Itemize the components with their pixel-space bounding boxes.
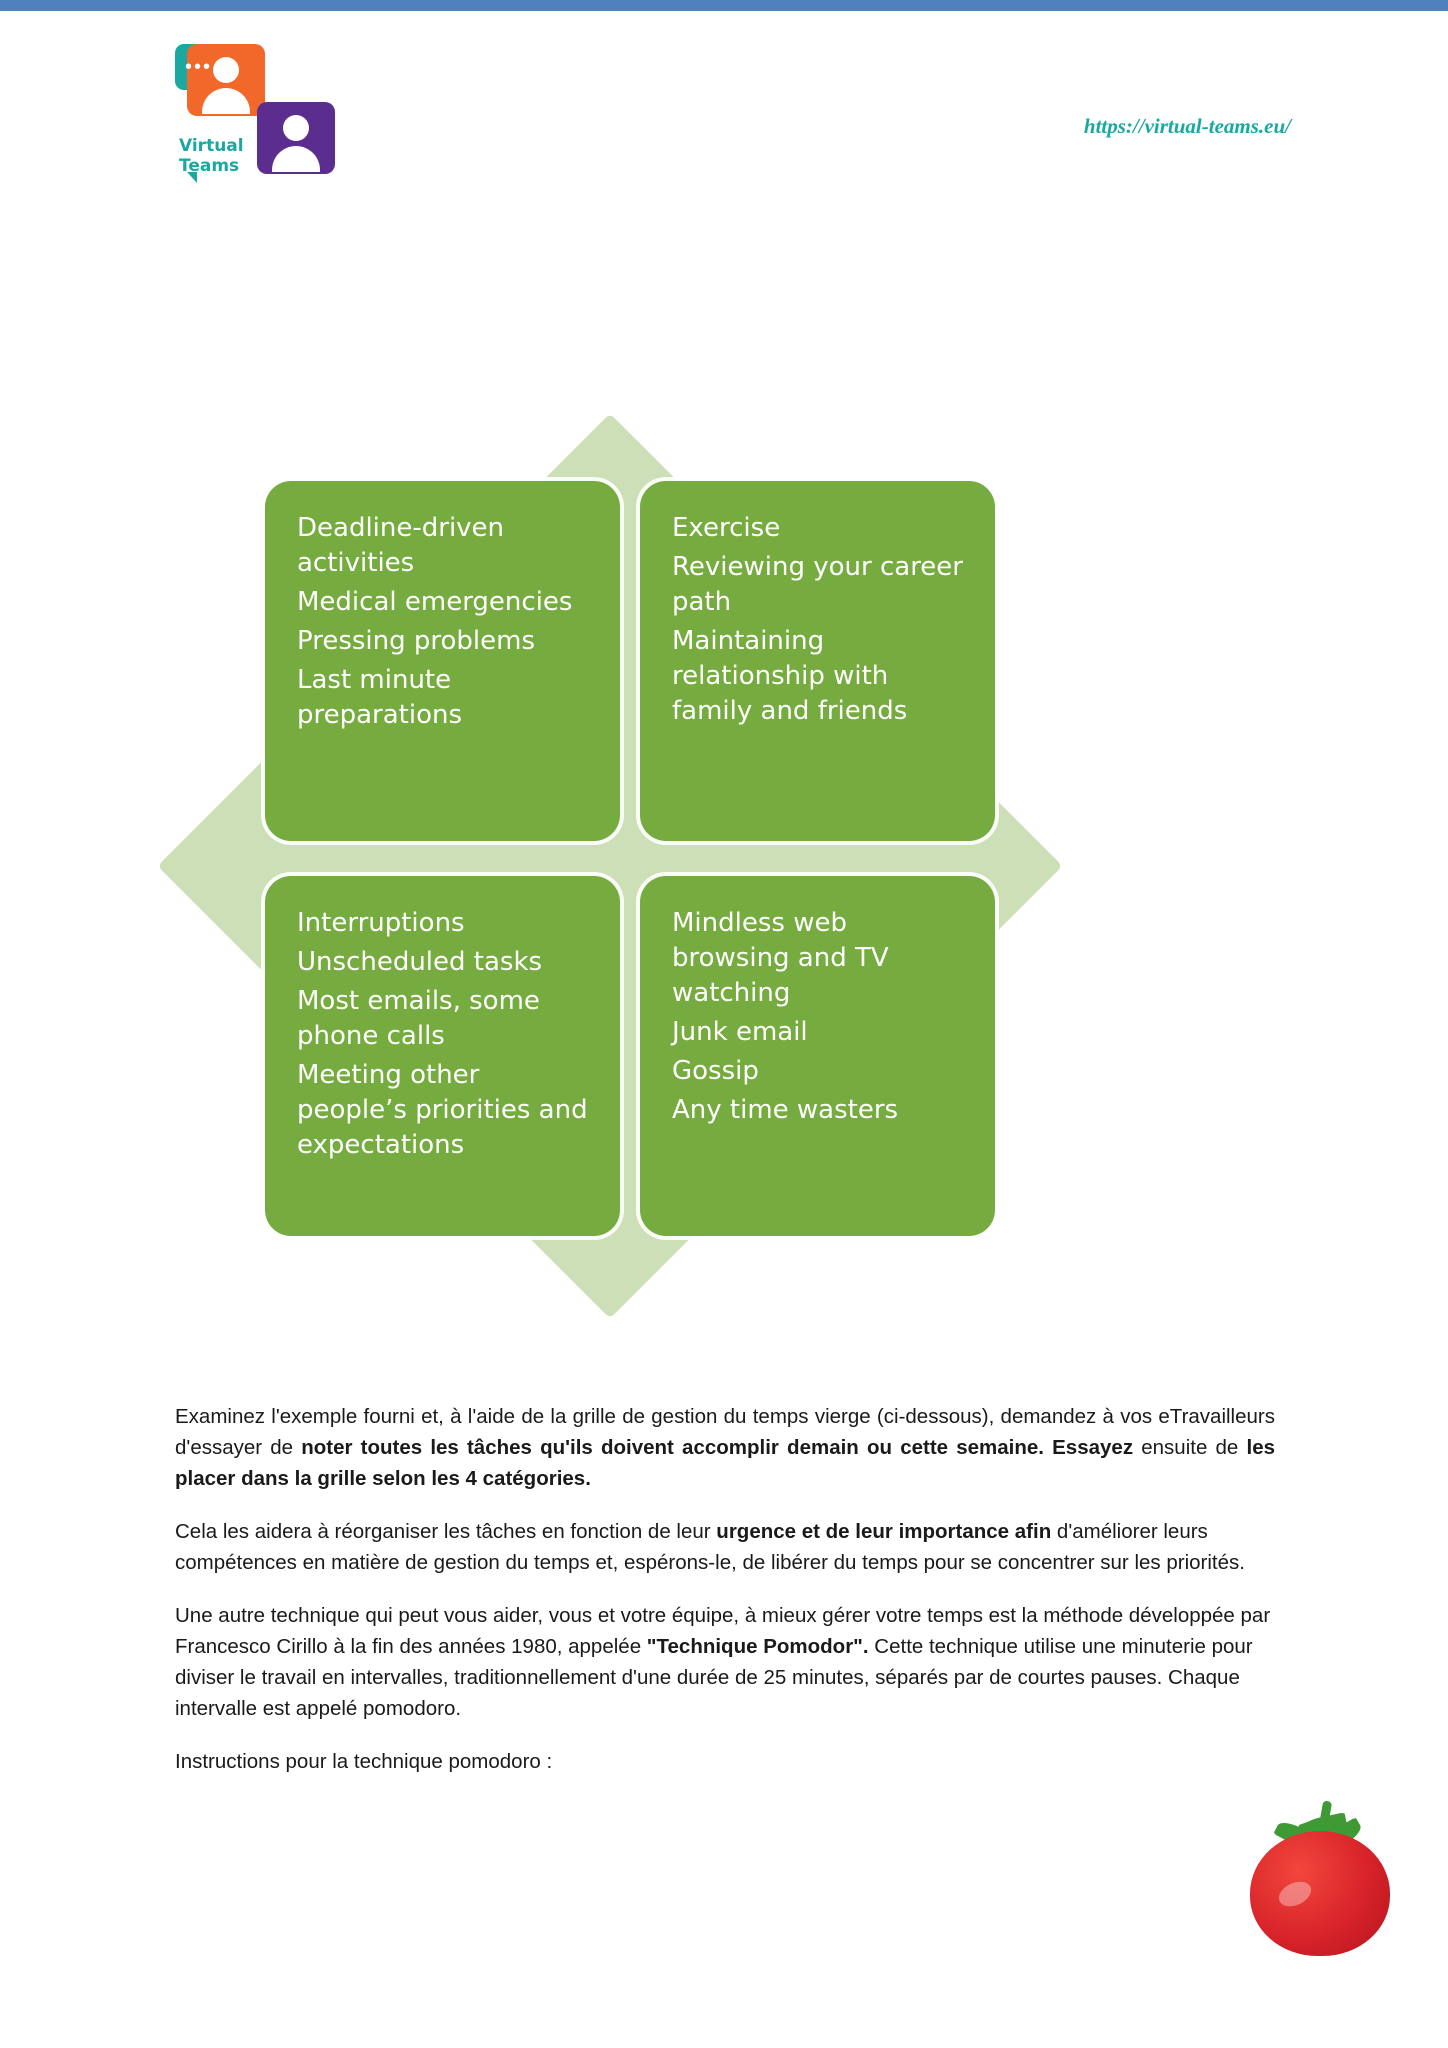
quadrant-item: Reviewing your career path [672,552,963,617]
tomato-illustration [1245,1801,1395,1961]
paragraph-text-bold: les placer dans la grille selon les 4 catégories. [175,1436,1275,1490]
quadrant-item: Gossip [672,1056,759,1086]
tomato-body-icon [1250,1831,1390,1956]
matrix-quadrant-urgent-not-important [265,876,620,1236]
paragraph-text-bold: "Technique Pomodor". [646,1635,869,1658]
matrix-quadrant-urgent-important [265,481,620,841]
chat-dots-icon: ••• [185,56,213,78]
quadrant-item: Junk email [672,1017,808,1047]
virtual-teams-logo [175,44,360,174]
paragraph-text: d'améliorer leurs compétences en matière de gestion du temps et, espérons-le, de libérer du temps pour se concentrer sur les priorités. [175,1520,1245,1574]
quadrant-item: Interruptions [297,908,465,938]
body-content [175,1401,1275,1799]
logo-orange-square-icon [187,44,265,116]
paragraph-text: Une autre technique qui peut vous aider, vous et votre équipe, à mieux gérer votre temps est la méthode développée par Francesco Cirillo à la fin des années 1980, appelée [175,1604,1271,1658]
paragraph-instructions-heading: Instructions pour la technique pomodoro : [175,1750,553,1773]
page-top-accent-bar [0,0,1448,11]
paragraph-pomodoro [175,1600,1275,1724]
matrix-quadrant-not-urgent-not-important [640,876,995,1236]
paragraph-text-bold: noter toutes les tâches qu'ils doivent accomplir demain ou cette semaine. Essayez [301,1436,1134,1459]
paragraph-instruction [175,1401,1275,1494]
site-url-link[interactable]: https://virtual-teams.eu/ [1083,114,1291,138]
quadrant-item: Most emails, some phone calls [297,986,540,1051]
document-page [0,11,1448,2048]
matrix-quadrant-not-urgent-important [640,481,995,841]
paragraph-text-bold: urgence et de leur importance afin [716,1520,1052,1543]
quadrant-item: Deadline-driven activities [297,513,505,578]
logo-purple-square-icon [257,102,335,174]
time-management-matrix [170,406,1050,1326]
paragraph-text: Cela les aidera à réorganiser les tâches en fonction de leur [175,1520,717,1543]
quadrant-item: Unscheduled tasks [297,947,543,977]
tomato-highlight [1275,1877,1315,1911]
quadrant-item: Medical emergencies [297,587,573,617]
quadrant-item: Last minute preparations [297,665,463,730]
paragraph-text: Cette technique utilise une minuterie pour diviser le travail en intervalles, traditionnellement d'une durée de 25 minutes, séparés par de courtes pauses. Chaque intervalle est appelé pomodoro. [175,1635,1253,1720]
quadrant-item: Exercise [672,513,781,543]
person-glyph-icon [272,115,320,172]
paragraph-text: Examinez l'exemple fourni et, à l'aide de la grille de gestion du temps vierge (ci-dessous), demandez à vos eTravailleurs d'essayer de [175,1405,1275,1459]
paragraph-reorganisation [175,1516,1275,1578]
quadrant-item: Maintaining relationship with family and friends [672,626,908,726]
quadrant-item: Mindless web browsing and TV watching [672,908,889,1008]
logo-wordmark-line1: Virtual [179,136,244,156]
logo-wordmark-line2: Teams [179,156,240,176]
paragraph-text: ensuite de [1133,1436,1247,1459]
page-header [0,26,1448,176]
logo-wordmark [179,136,244,176]
quadrant-item: Any time wasters [672,1095,899,1125]
quadrant-item: Meeting other people’s priorities and expectations [297,1060,588,1160]
quadrant-item: Pressing problems [297,626,536,656]
